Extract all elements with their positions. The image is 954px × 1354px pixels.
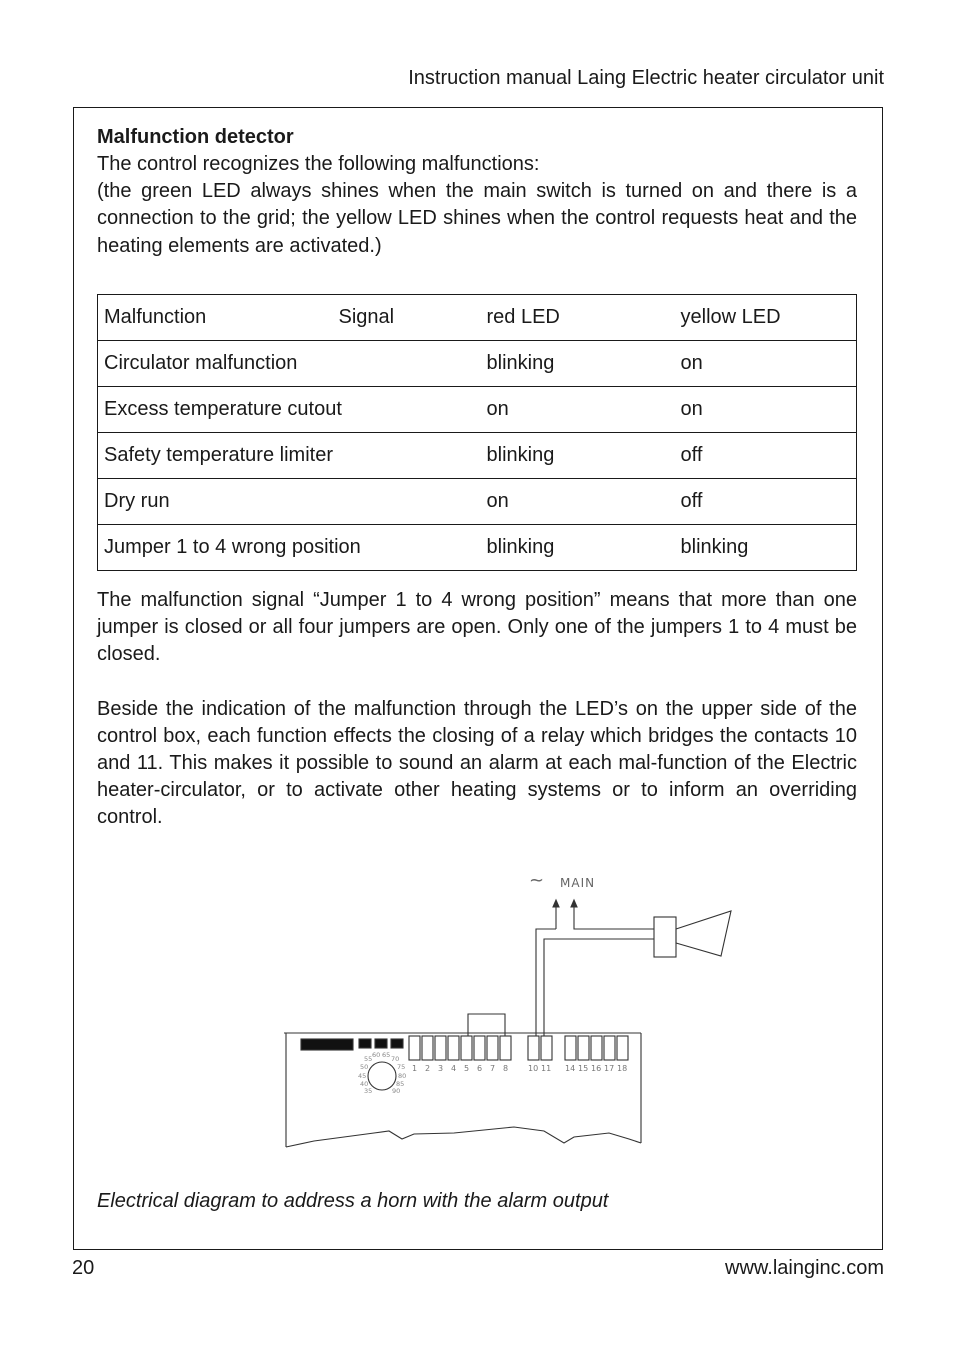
figure-caption: Electrical diagram to address a horn with the alarm output <box>97 1190 609 1212</box>
horn-wiring-diagram <box>284 871 744 1156</box>
header-signal: Signal <box>333 295 481 341</box>
header-yellow-led: yellow LED <box>675 295 857 341</box>
dial-label: 60 <box>372 1051 381 1059</box>
dial-label: 90 <box>392 1087 401 1095</box>
section-title: Malfunction detector <box>97 126 294 148</box>
intro-line: The control recognizes the following malfunctions: <box>97 153 540 175</box>
cell-malfunction: Excess temperature cutout <box>98 387 481 433</box>
terminal-strip <box>409 1036 628 1060</box>
cell-red-led: on <box>481 479 675 525</box>
table-row <box>98 387 857 433</box>
dial-label: 45 <box>358 1072 367 1080</box>
malfunction-table <box>97 294 857 571</box>
terminal-number: 14 <box>565 1064 576 1073</box>
running-title: Instruction manual Laing Electric heater circulator unit <box>408 67 884 89</box>
dial-label: 50 <box>360 1063 369 1071</box>
cell-malfunction: Safety temperature limiter <box>98 433 481 479</box>
cell-yellow-led: off <box>675 479 857 525</box>
table-header-row <box>98 295 857 341</box>
cell-red-led: blinking <box>481 341 675 387</box>
cell-yellow-led: blinking <box>675 525 857 571</box>
cell-yellow-led: on <box>675 387 857 433</box>
table-row <box>98 525 857 571</box>
terminal-number: 1 <box>412 1064 418 1073</box>
horn-body <box>654 917 676 957</box>
dial-label: 35 <box>364 1087 373 1095</box>
cell-malfunction: Dry run <box>98 479 481 525</box>
page-number: 20 <box>72 1257 95 1279</box>
mains-symbol: ~ <box>529 871 545 891</box>
explanation-block <box>97 587 857 832</box>
content-frame <box>73 107 883 1250</box>
terminal-number: 6 <box>477 1064 483 1073</box>
terminal-number: 15 <box>578 1064 589 1073</box>
table-row <box>98 433 857 479</box>
cell-red-led: on <box>481 387 675 433</box>
terminal-number: 3 <box>438 1064 444 1073</box>
intro-paragraph: (the green LED always shines when the main switch is turned on and there is a connection to the grid; the yellow LED shines when the control requests heat and the heating elements are activated.) <box>97 180 857 257</box>
terminal-number: 2 <box>425 1064 431 1073</box>
horn-bell <box>676 911 731 956</box>
relay-paragraph: Beside the indication of the malfunction through the LED’s on the upper side of the control box, each function effects the closing of a relay which bridges the contacts 10 and 11. This makes it possible to sound an alarm at each mal-function of the Electric heater-circulator, or to activate other heating systems or to inform an overriding control. <box>97 697 857 829</box>
terminal-number: 4 <box>451 1064 457 1073</box>
terminal-number: 18 <box>617 1064 628 1073</box>
dial-label: 80 <box>398 1072 407 1080</box>
cell-yellow-led: off <box>675 433 857 479</box>
header-malfunction: Malfunction <box>98 295 333 341</box>
terminal-number: 11 <box>541 1064 552 1073</box>
terminal-number: 7 <box>490 1064 496 1073</box>
terminal-number: 16 <box>591 1064 602 1073</box>
dial-label: 40 <box>360 1080 369 1088</box>
dial-label: 75 <box>397 1063 406 1071</box>
website-link[interactable]: www.lainginc.com <box>725 1257 884 1279</box>
intro-block <box>97 124 857 260</box>
dial-label: 70 <box>391 1055 400 1063</box>
dial-label: 85 <box>396 1080 405 1088</box>
cell-yellow-led: on <box>675 341 857 387</box>
terminal-number: 5 <box>464 1064 470 1073</box>
cell-red-led: blinking <box>481 525 675 571</box>
cell-malfunction: Circulator malfunction <box>98 341 481 387</box>
dial-label: 55 <box>364 1055 373 1063</box>
terminal-number: 10 <box>528 1064 539 1073</box>
dial-label: 65 <box>382 1051 391 1059</box>
mains-label: MAIN <box>560 876 596 890</box>
table-row <box>98 341 857 387</box>
header-red-led: red LED <box>481 295 675 341</box>
cell-red-led: blinking <box>481 433 675 479</box>
terminal-number: 17 <box>604 1064 615 1073</box>
jumper-paragraph: The malfunction signal “Jumper 1 to 4 wrong position” means that more than one jumper is closed or all four jumpers are open. Only one of the jumpers 1 to 4 must be closed. <box>97 589 857 666</box>
terminal-number: 8 <box>503 1064 509 1073</box>
cell-malfunction: Jumper 1 to 4 wrong position <box>98 525 481 571</box>
temperature-dial <box>368 1062 396 1090</box>
table-row <box>98 479 857 525</box>
